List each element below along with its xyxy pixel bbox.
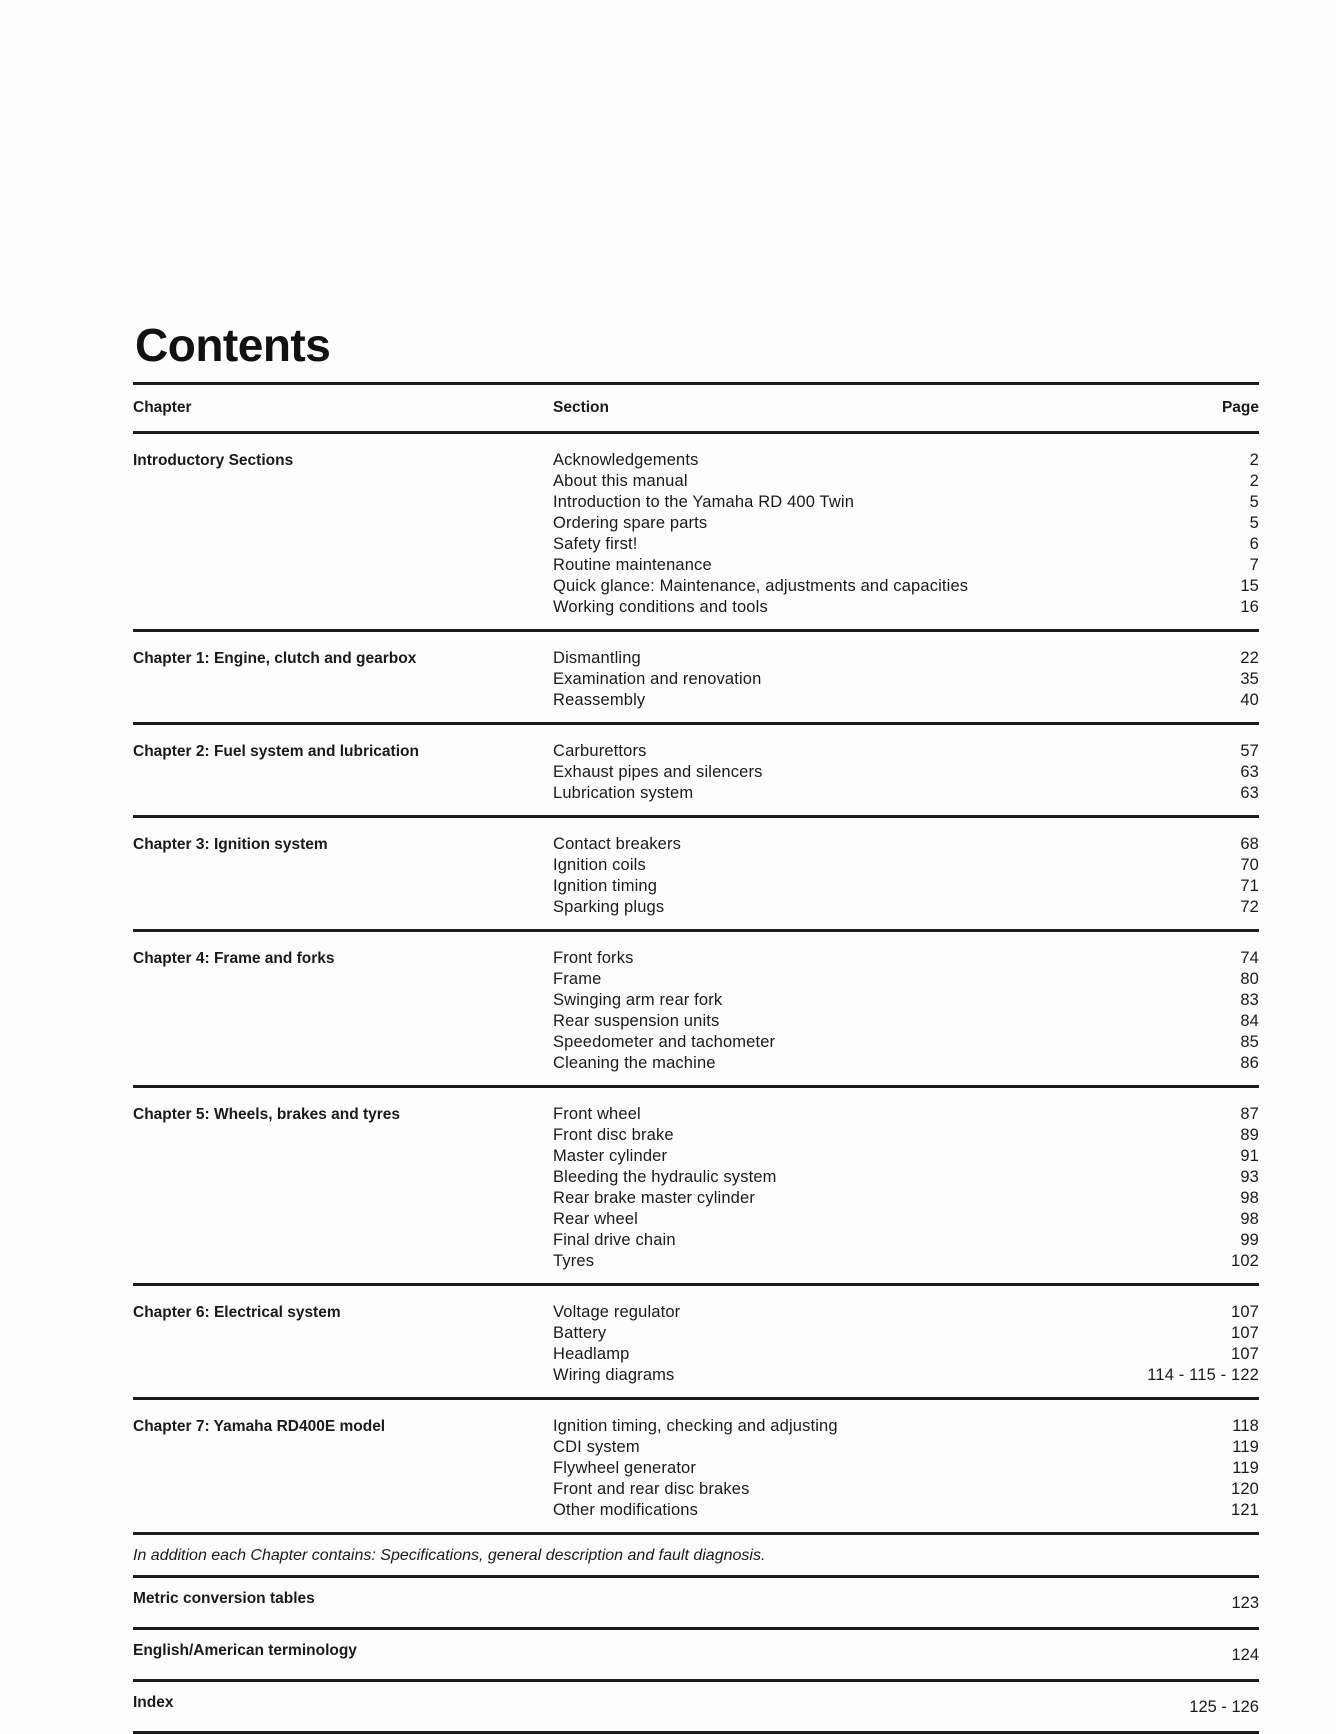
toc-entry — [553, 1125, 1259, 1146]
section-title: Ignition coils — [553, 856, 646, 874]
section-title: Master cylinder — [553, 1147, 668, 1165]
toc-entry — [553, 1479, 1259, 1500]
section-title: Bleeding the hydraulic system — [553, 1168, 777, 1186]
toc-entry — [553, 783, 1259, 804]
section-title: Speedometer and tachometer — [553, 1033, 776, 1051]
header-chapter: Chapter — [133, 399, 192, 416]
chapter-title: Chapter 1: Engine, clutch and gearbox — [133, 650, 417, 667]
section-title: Ordering spare parts — [553, 514, 708, 532]
toc-entry — [553, 576, 1259, 597]
toc-entry — [553, 1167, 1259, 1188]
page-number: 120 — [1231, 1480, 1259, 1498]
page-number: 35 — [1240, 670, 1259, 688]
section-title: Frame — [553, 970, 602, 988]
page-number: 107 — [1231, 1324, 1259, 1342]
page-number: 74 — [1240, 949, 1259, 967]
page-number: 68 — [1240, 835, 1259, 853]
page-number: 91 — [1240, 1147, 1259, 1165]
section-title: Rear brake master cylinder — [553, 1189, 755, 1207]
section-title: About this manual — [553, 472, 688, 490]
chapter-title: Introductory Sections — [133, 452, 294, 469]
page-number: 114 - 115 - 122 — [1147, 1366, 1259, 1384]
section-title: Acknowledgements — [553, 451, 699, 469]
toc-entry — [553, 492, 1259, 513]
page-number: 5 — [1249, 493, 1259, 511]
section-title: Introduction to the Yamaha RD 400 Twin — [553, 493, 855, 511]
extra-entry — [133, 1630, 1259, 1679]
section-title: Front and rear disc brakes — [553, 1480, 750, 1498]
toc-entry — [553, 648, 1259, 669]
section-title: Voltage regulator — [553, 1303, 681, 1321]
toc-entry — [553, 834, 1259, 855]
section-title: Front wheel — [553, 1105, 641, 1123]
page-number: 7 — [1249, 556, 1259, 574]
chapter-note: In addition each Chapter contains: Specifications, general description and fault diagnosis. — [133, 1547, 766, 1564]
section-title: Carburettors — [553, 742, 647, 760]
page-number: 98 — [1240, 1210, 1259, 1228]
toc-entry — [553, 669, 1259, 690]
section-title: Dismantling — [553, 649, 641, 667]
section-title: Flywheel generator — [553, 1459, 697, 1477]
section-title: Cleaning the machine — [553, 1054, 716, 1072]
toc-entry — [553, 690, 1259, 711]
page-number: 63 — [1240, 763, 1259, 781]
page-number: 57 — [1240, 742, 1259, 760]
page-number: 83 — [1240, 991, 1259, 1009]
toc-entry — [553, 855, 1259, 876]
section-title: Lubrication system — [553, 784, 694, 802]
page-number: 72 — [1240, 898, 1259, 916]
section-title: Swinging arm rear fork — [553, 991, 723, 1009]
toc-entry — [553, 1104, 1259, 1125]
toc-entry — [553, 1500, 1259, 1521]
page-number: 119 — [1232, 1438, 1259, 1456]
page-number: 85 — [1240, 1033, 1259, 1051]
page-number: 99 — [1240, 1231, 1259, 1249]
chapter-title: Chapter 2: Fuel system and lubrication — [133, 743, 419, 760]
chapter-title: Chapter 3: Ignition system — [133, 836, 328, 853]
page-number: 102 — [1231, 1252, 1259, 1270]
section-title: Battery — [553, 1324, 607, 1342]
section-title: Front disc brake — [553, 1126, 674, 1144]
toc-entry — [553, 1188, 1259, 1209]
section-title: Ignition timing, checking and adjusting — [553, 1417, 838, 1435]
page-number: 22 — [1240, 649, 1259, 667]
extra-entry — [133, 1578, 1259, 1627]
chapter-group — [133, 632, 1259, 722]
chapter-group — [133, 932, 1259, 1085]
section-title: Rear wheel — [553, 1210, 638, 1228]
page-number: 107 — [1231, 1345, 1259, 1363]
toc-entry — [553, 1323, 1259, 1344]
page-number: 98 — [1240, 1189, 1259, 1207]
page-number: 15 — [1240, 577, 1259, 595]
page-number: 5 — [1249, 514, 1259, 532]
chapter-group — [133, 1400, 1259, 1532]
chapter-title: Chapter 4: Frame and forks — [133, 950, 335, 967]
chapter-title: Chapter 5: Wheels, brakes and tyres — [133, 1106, 401, 1123]
page-number: 119 — [1232, 1459, 1259, 1477]
extra-title: Index — [133, 1694, 174, 1711]
section-title: Exhaust pipes and silencers — [553, 763, 763, 781]
chapter-group — [133, 818, 1259, 929]
chapter-title: Chapter 7: Yamaha RD400E model — [133, 1418, 386, 1435]
page-number: 84 — [1240, 1012, 1259, 1030]
toc-entry — [553, 534, 1259, 555]
extra-title: Metric conversion tables — [133, 1590, 315, 1607]
toc-entry — [553, 969, 1259, 990]
header-page: Page — [1221, 399, 1259, 416]
page-number: 2 — [1249, 472, 1259, 490]
toc-entry — [553, 1344, 1259, 1365]
toc-entry — [553, 1011, 1259, 1032]
header-section: Section — [553, 399, 609, 416]
page-number: 70 — [1240, 856, 1259, 874]
page-number: 121 — [1231, 1501, 1259, 1519]
toc-entry — [553, 948, 1259, 969]
toc-entry — [553, 513, 1259, 534]
page-number: 125 - 126 — [1189, 1698, 1259, 1716]
toc-entry — [553, 1458, 1259, 1479]
extra-title: English/American terminology — [133, 1642, 357, 1659]
toc-entry — [553, 1230, 1259, 1251]
section-title: Quick glance: Maintenance, adjustments and capacities — [553, 577, 969, 595]
section-title: Wiring diagrams — [553, 1366, 675, 1384]
section-title: Rear suspension units — [553, 1012, 720, 1030]
toc-entry — [553, 1032, 1259, 1053]
section-title: Tyres — [553, 1252, 595, 1270]
extra-entry — [133, 1682, 1259, 1731]
section-title: Headlamp — [553, 1345, 630, 1363]
toc-entry — [553, 876, 1259, 897]
section-title: Sparking plugs — [553, 898, 665, 916]
toc-entry — [553, 597, 1259, 618]
toc-entry — [553, 1416, 1259, 1437]
page-number: 124 — [1231, 1646, 1259, 1664]
toc-entry — [553, 990, 1259, 1011]
toc-entry — [553, 897, 1259, 918]
page-number: 89 — [1240, 1126, 1259, 1144]
section-title: Safety first! — [553, 535, 638, 553]
page-number: 16 — [1240, 598, 1259, 616]
extra-sections — [133, 1578, 1259, 1734]
section-title: Routine maintenance — [553, 556, 712, 574]
chapter-groups — [133, 434, 1259, 1535]
toc-entry — [553, 1251, 1259, 1272]
toc-entry — [553, 1302, 1259, 1323]
contents-page — [133, 319, 1259, 1734]
chapter-title: Chapter 6: Electrical system — [133, 1304, 341, 1321]
toc-entry — [553, 1209, 1259, 1230]
toc-entry — [553, 1146, 1259, 1167]
page-number: 2 — [1249, 451, 1259, 469]
page-number: 63 — [1240, 784, 1259, 802]
toc-entry — [553, 741, 1259, 762]
column-headers — [133, 385, 1259, 431]
chapter-group — [133, 434, 1259, 629]
toc-entry — [553, 1053, 1259, 1074]
page-number: 80 — [1240, 970, 1259, 988]
chapter-group — [133, 1286, 1259, 1397]
section-title: CDI system — [553, 1438, 640, 1456]
page-number: 71 — [1240, 877, 1259, 895]
chapter-group — [133, 1088, 1259, 1283]
section-title: Ignition timing — [553, 877, 658, 895]
toc-entry — [553, 1437, 1259, 1458]
chapter-group — [133, 725, 1259, 815]
toc-entry — [553, 471, 1259, 492]
toc-entry — [553, 1365, 1259, 1386]
page-number: 93 — [1240, 1168, 1259, 1186]
page-number: 87 — [1240, 1105, 1259, 1123]
section-title: Working conditions and tools — [553, 598, 768, 616]
section-title: Examination and renovation — [553, 670, 762, 688]
page-number: 123 — [1231, 1594, 1259, 1612]
section-title: Other modifications — [553, 1501, 698, 1519]
section-title: Front forks — [553, 949, 634, 967]
page-number: 40 — [1240, 691, 1259, 709]
section-title: Reassembly — [553, 691, 646, 709]
section-title: Final drive chain — [553, 1231, 676, 1249]
page-number: 6 — [1249, 535, 1259, 553]
page-number: 107 — [1231, 1303, 1259, 1321]
section-title: Contact breakers — [553, 835, 682, 853]
page-number: 118 — [1232, 1417, 1259, 1435]
toc-entry — [553, 450, 1259, 471]
toc-entry — [553, 555, 1259, 576]
page-title: Contents — [135, 319, 331, 371]
toc-entry — [553, 762, 1259, 783]
page-number: 86 — [1240, 1054, 1259, 1072]
